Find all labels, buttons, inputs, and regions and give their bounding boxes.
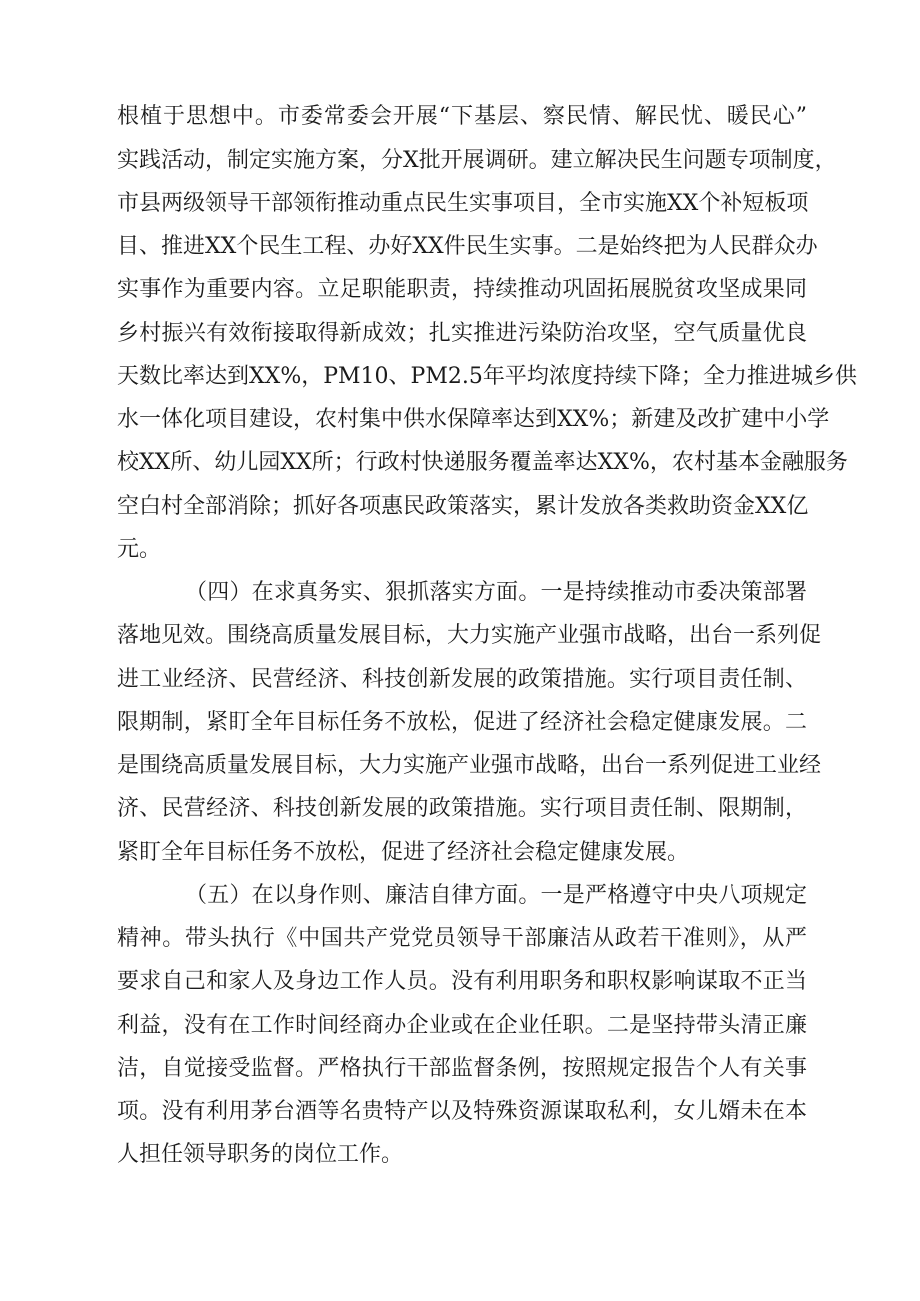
paragraph-line: 实践活动，制定实施方案，分X批开展调研。建立解决民生问题专项制度， (117, 148, 837, 173)
paragraph-line: 济、民营经济、科技创新发展的政策措施。实行项目责任制、限期制， (117, 796, 807, 821)
paragraph-line: 天数比率达到XX%，PM10、PM2.5年平均浓度持续下降；全力推进城乡供 (117, 364, 857, 389)
paragraph-line: 目、推进XX个民生工程、办好XX件民生实事。二是始终把为人民群众办 (117, 234, 818, 259)
paragraph-line: 市县两级领导干部领衔推动重点民生实事项目，全市实施XX个补短板项 (117, 191, 809, 216)
paragraph-line: 落地见效。围绕高质量发展目标，大力实施产业强市战略，出台一系列促 (117, 623, 822, 648)
paragraph-line: 校XX所、幼儿园XX所；行政村快递服务覆盖率达XX%，农村基本金融服务 (117, 450, 848, 475)
paragraph-line: 实事作为重要内容。立足职能职责，持续推动巩固拓展脱贫攻坚成果同 (117, 277, 807, 302)
paragraph-line: 空白村全部消除；抓好各项惠民政策落实，累计发放各类救助资金XX亿 (117, 494, 809, 519)
paragraph-line: 紧盯全年目标任务不放松，促进了经济社会稳定健康发展。 (117, 840, 690, 865)
paragraph-line: 限期制，紧盯全年目标任务不放松，促进了经济社会稳定健康发展。二 (117, 710, 807, 735)
paragraph-line: （五）在以身作则、廉洁自律方面。一是严格遵守中央八项规定 (185, 883, 807, 908)
paragraph-line: 水一体化项目建设，农村集中供水保障率达到XX%；新建及改扩建中小学 (117, 407, 830, 432)
paragraph-line: 人担任领导职务的岗位工作。 (117, 1142, 404, 1167)
paragraph-line: 元。 (117, 537, 162, 562)
paragraph-line: 洁，自觉接受监督。严格执行干部监督条例，按照规定报告个人有关事 (117, 1056, 807, 1081)
paragraph-line: 是围绕高质量发展目标，大力实施产业强市战略，出台一系列促进工业经 (117, 753, 822, 778)
paragraph-line: 根植于思想中。市委常委会开展“下基层、察民情、解民忧、暖民心” (117, 104, 807, 129)
paragraph-line: 乡村振兴有效衔接取得新成效；扎实推进污染防治攻坚，空气质量优良 (117, 321, 807, 346)
paragraph-line: 进工业经济、民营经济、科技创新发展的政策措施。实行项目责任制、 (117, 667, 807, 692)
paragraph-line: 利益，没有在工作时间经商办企业或在企业任职。二是坚持带头清正廉 (117, 1013, 807, 1038)
paragraph-line: 要求自己和家人及身边工作人员。没有利用职务和职权影响谋取不正当 (117, 969, 807, 994)
paragraph-line: 项。没有利用茅台酒等名贵特产以及特殊资源谋取私利，女儿婿未在本 (117, 1099, 807, 1124)
paragraph-line: 精神。带头执行《中国共产党党员领导干部廉洁从政若干准则》，从严 (117, 926, 807, 951)
paragraph-line: （四）在求真务实、狠抓落实方面。一是持续推动市委决策部署 (185, 580, 807, 605)
